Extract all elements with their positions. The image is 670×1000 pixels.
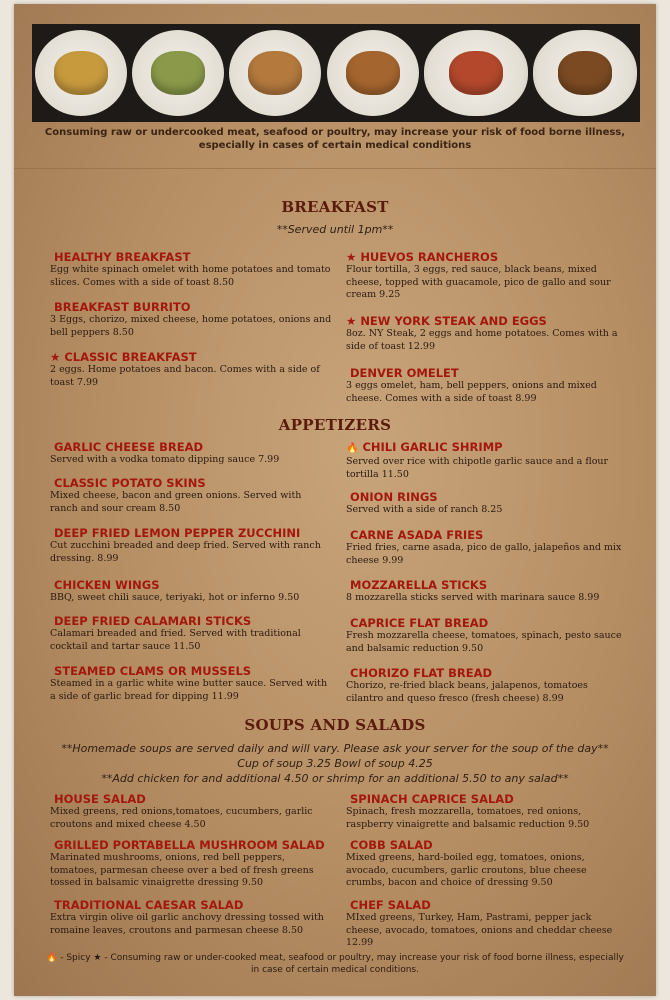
menu-item <box>346 528 628 567</box>
item-description: BBQ, sweet chili sauce, teriyaki, hot or inferno 9.50 <box>50 592 300 603</box>
item-description: 8 mozzarella sticks served with marinara sauce 8.99 <box>346 592 600 603</box>
item-name: CHICKEN WINGS <box>54 578 160 592</box>
menu-item <box>50 898 332 937</box>
item-description: 8oz. NY Steak, 2 eggs and home potatoes. Comes with a side of toast 12.99 <box>346 328 618 352</box>
item-description: Steamed in a garlic white wine butter sauce. Served with a side of garlic bread for dipping 11.99 <box>50 678 328 702</box>
menu-item <box>50 838 332 890</box>
menu-item <box>50 526 332 565</box>
menu-item <box>346 490 628 517</box>
item-name: ★ NEW YORK STEAK AND EGGS <box>346 314 547 328</box>
item-description: Served with a vodka tomato dipping sauce 7.99 <box>50 454 280 465</box>
item-name: GRILLED PORTABELLA MUSHROOM SALAD <box>54 838 325 852</box>
star-icon: ★ <box>346 250 357 264</box>
menu-item <box>50 476 332 515</box>
item-description: Extra virgin olive oil garlic anchovy dressing tossed with romaine leaves, croutons and parmesan cheese 8.50 <box>50 912 324 936</box>
item-description: Fresh mozzarella cheese, tomatoes, spinach, pesto sauce and balsamic reduction 9.50 <box>346 630 622 654</box>
food-photo-wrap <box>132 30 224 116</box>
item-description: 3 Eggs, chorizo, mixed cheese, home potatoes, onions and bell peppers 8.50 <box>50 314 332 338</box>
top-health-warning: Consuming raw or undercooked meat, seafood or poultry, may increase your risk of food borne illness, especially in cases of certain medical conditions <box>44 127 626 151</box>
menu-item <box>346 250 628 302</box>
item-name: HEALTHY BREAKFAST <box>54 250 191 264</box>
menu-item <box>346 792 628 831</box>
item-description: Served with a side of ranch 8.25 <box>346 504 503 515</box>
menu-page <box>14 4 656 996</box>
item-name: TRADITIONAL CAESAR SALAD <box>54 898 244 912</box>
menu-item <box>50 250 332 289</box>
item-description: Spinach, fresh mozzarella, tomatoes, red onions, raspberry vinaigrette and balsamic reduction 9.50 <box>346 806 590 830</box>
flame-icon: 🔥 <box>346 443 359 454</box>
item-description: Mixed greens, hard-boiled egg, tomatoes, onions, avocado, cucumbers, garlic croutons, blue cheese crumbs, bacon and choice of dressing 9.50 <box>346 852 587 888</box>
item-name: DEEP FRIED CALAMARI STICKS <box>54 614 252 628</box>
menu-item <box>50 350 332 389</box>
item-name: HOUSE SALAD <box>54 792 146 806</box>
menu-item <box>50 440 332 467</box>
item-name: CLASSIC POTATO SKINS <box>54 476 206 490</box>
item-name: GARLIC CHEESE BREAD <box>54 440 204 454</box>
legend-footer <box>34 952 636 976</box>
item-description: Chorizo, re-fried black beans, jalapenos, tomatoes cilantro and queso fresco (fresh cheese) 8.99 <box>346 680 588 704</box>
item-description: Served over rice with chipotle garlic sauce and a flour tortilla 11.50 <box>346 456 609 480</box>
item-name: CAPRICE FLAT BREAD <box>350 616 489 630</box>
menu-item <box>346 440 628 481</box>
soups-salads-title: SOUPS AND SALADS <box>244 716 426 734</box>
item-description: 3 eggs omelet, ham, bell peppers, onions and mixed cheese. Comes with a side of toast 8.99 <box>346 380 597 404</box>
menu-item <box>50 792 332 831</box>
item-name: CARNE ASADA FRIES <box>350 528 484 542</box>
item-description: MIxed greens, Turkey, Ham, Pastrami, pepper jack cheese, avocado, tomatoes, onions and cheddar cheese 12.99 <box>346 912 613 948</box>
breakfast-note: **Served until 1pm** <box>276 223 394 236</box>
item-description: Fried fries, carne asada, pico de gallo, jalapeños and mix cheese 9.99 <box>346 542 622 566</box>
star-icon: ★ <box>50 350 61 364</box>
item-description: Mixed greens, red onions,tomatoes, cucumbers, garlic croutons and mixed cheese 4.50 <box>50 806 313 830</box>
appetizers-title: APPETIZERS <box>278 416 392 434</box>
item-name: BREAKFAST BURRITO <box>54 300 191 314</box>
soup-note: **Homemade soups are served daily and will vary. Please ask your server for the soup of the day** <box>61 742 609 755</box>
menu-item <box>50 614 332 653</box>
soup-price-note: Cup of soup 3.25 Bowl of soup 4.25 <box>237 757 433 770</box>
item-description: Flour tortilla, 3 eggs, red sauce, black beans, mixed cheese, topped with guacamole, pico de gallo and sour cream 9.25 <box>346 264 611 300</box>
food-photo-burger-and-fries <box>327 30 419 116</box>
menu-item <box>50 578 332 605</box>
menu-item <box>346 366 628 405</box>
food-photo-stew <box>533 30 637 116</box>
item-name: MOZZARELLA STICKS <box>350 578 488 592</box>
menu-item <box>346 616 628 655</box>
item-description: Cut zucchini breaded and deep fried. Served with ranch dressing. 8.99 <box>50 540 321 564</box>
item-description: Marinated mushrooms, onions, red bell peppers, tomatoes, parmesan cheese over a bed of fresh greens tossed in balsamic vinaigrette dressing 9.50 <box>50 852 314 888</box>
item-name: CHEF SALAD <box>350 898 431 912</box>
item-name: CHORIZO FLAT BREAD <box>350 666 493 680</box>
legend-line: in case of certain medical conditions. <box>251 965 419 975</box>
item-name: COBB SALAD <box>350 838 433 852</box>
menu-item <box>346 314 628 353</box>
food-photo-club-sandwich <box>229 30 321 116</box>
menu-item <box>346 578 628 605</box>
item-name: ★ HUEVOS RANCHEROS <box>346 250 499 264</box>
food-photo-nachos-and-clams <box>35 30 127 116</box>
item-description: 2 eggs. Home potatoes and bacon. Comes with a side of toast 7.99 <box>50 364 320 388</box>
menu-item <box>50 664 332 703</box>
food-photo-banner <box>32 24 640 122</box>
item-name: SPINACH CAPRICE SALAD <box>350 792 514 806</box>
star-icon: ★ <box>346 314 357 328</box>
item-name: 🔥 CHILI GARLIC SHRIMP <box>346 440 503 454</box>
item-description: Mixed cheese, bacon and green onions. Served with ranch and sour cream 8.50 <box>50 490 302 514</box>
item-name: ONION RINGS <box>350 490 438 504</box>
item-name: DEEP FRIED LEMON PEPPER ZUCCHINI <box>54 526 301 540</box>
item-name: STEAMED CLAMS OR MUSSELS <box>54 664 252 678</box>
menu-item <box>50 300 332 339</box>
menu-item <box>346 838 628 890</box>
divider <box>14 168 656 169</box>
menu-item <box>346 666 628 705</box>
item-name: DENVER OMELET <box>350 366 459 380</box>
item-name: ★ CLASSIC BREAKFAST <box>50 350 197 364</box>
item-description: Calamari breaded and fried. Served with traditional cocktail and tartar sauce 11.50 <box>50 628 301 652</box>
food-photo-salad-and-sandwich <box>424 30 528 116</box>
menu-item <box>346 898 628 950</box>
legend-line: 🔥 - Spicy ★ - Consuming raw or under-cooked meat, seafood or poultry, may increase your risk of food borne illness, especially <box>46 953 624 963</box>
item-description: Egg white spinach omelet with home potatoes and tomato slices. Comes with a side of toast 8.50 <box>50 264 331 288</box>
salad-addon-note: **Add chicken for and additional 4.50 or shrimp for an additional 5.50 to any salad** <box>101 772 569 785</box>
breakfast-title: BREAKFAST <box>281 198 389 216</box>
